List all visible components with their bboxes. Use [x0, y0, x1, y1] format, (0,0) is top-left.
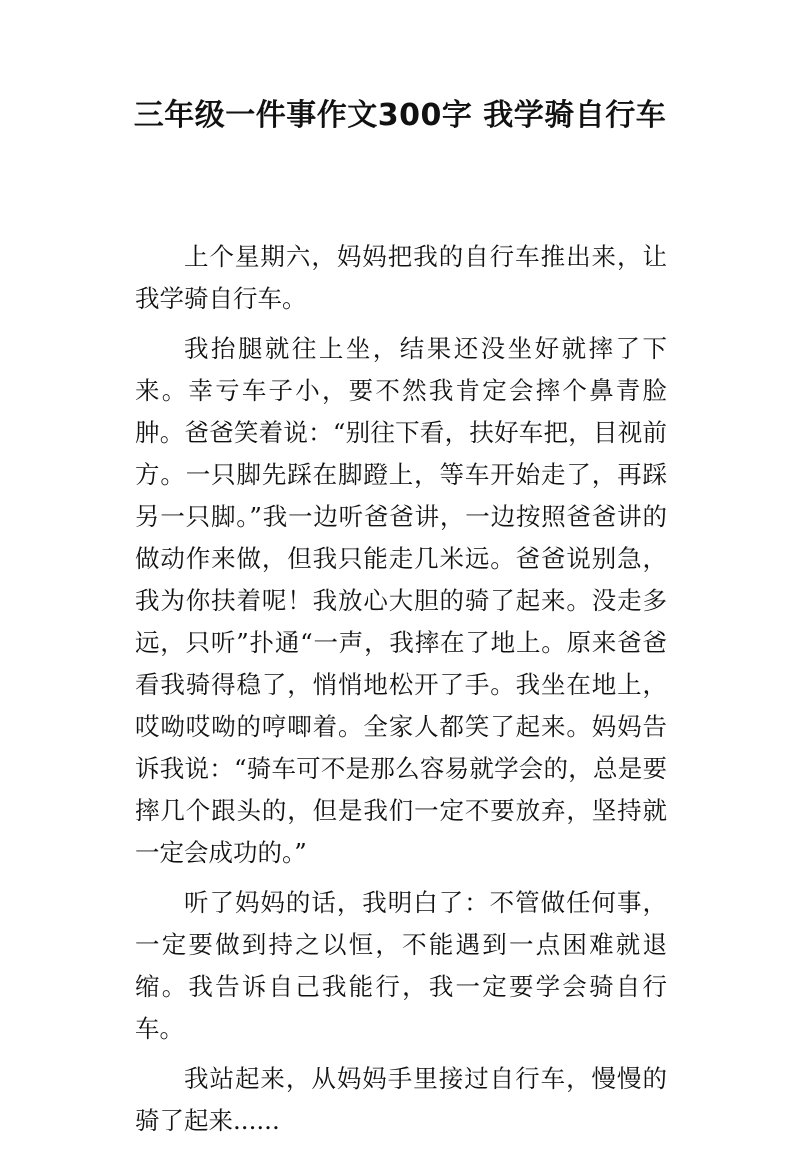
paragraph-2: 我抬腿就往上坐，结果还没坐好就摔了下来。幸亏车子小，要不然我肯定会摔个鼻青脸肿。爸爸笑着说：“别往下看，扶好车把，目视前方。一只脚先踩在脚蹬上，等车开始走了，再踩另一只脚。”我一边听爸爸讲，一边按照爸爸讲的做动作来做，但我只能走几米远。爸爸说别急，我为你扶着呢！我放心大胆的骑了起来。没走多远，只听”扑通“一声，我摔在了地上。原来爸爸看我骑得稳了，悄悄地松开了手。我坐在地上，哎呦哎呦的哼唧着。全家人都笑了起来。妈妈告诉我说：“骑车可不是那么容易就学会的，总是要摔几个跟头的，但是我们一定不要放弃，坚持就一定会成功的。” — [135, 334, 667, 867]
paragraph-1: 上个星期六，妈妈把我的自行车推出来，让我学骑自行车。 — [135, 242, 667, 313]
paragraph-3: 听了妈妈的话，我明白了：不管做任何事，一定要做到持之以恒，不能遇到一点困难就退缩。我告诉自己我能行，我一定要学会骑自行车。 — [135, 888, 667, 1043]
essay-body — [135, 236, 667, 1150]
document-title: 三年级一件事作文300字 我学骑自行车 — [133, 98, 667, 133]
paragraph-4: 我站起来，从妈妈手里接过自行车，慢慢的骑了起来...... — [135, 1064, 667, 1135]
